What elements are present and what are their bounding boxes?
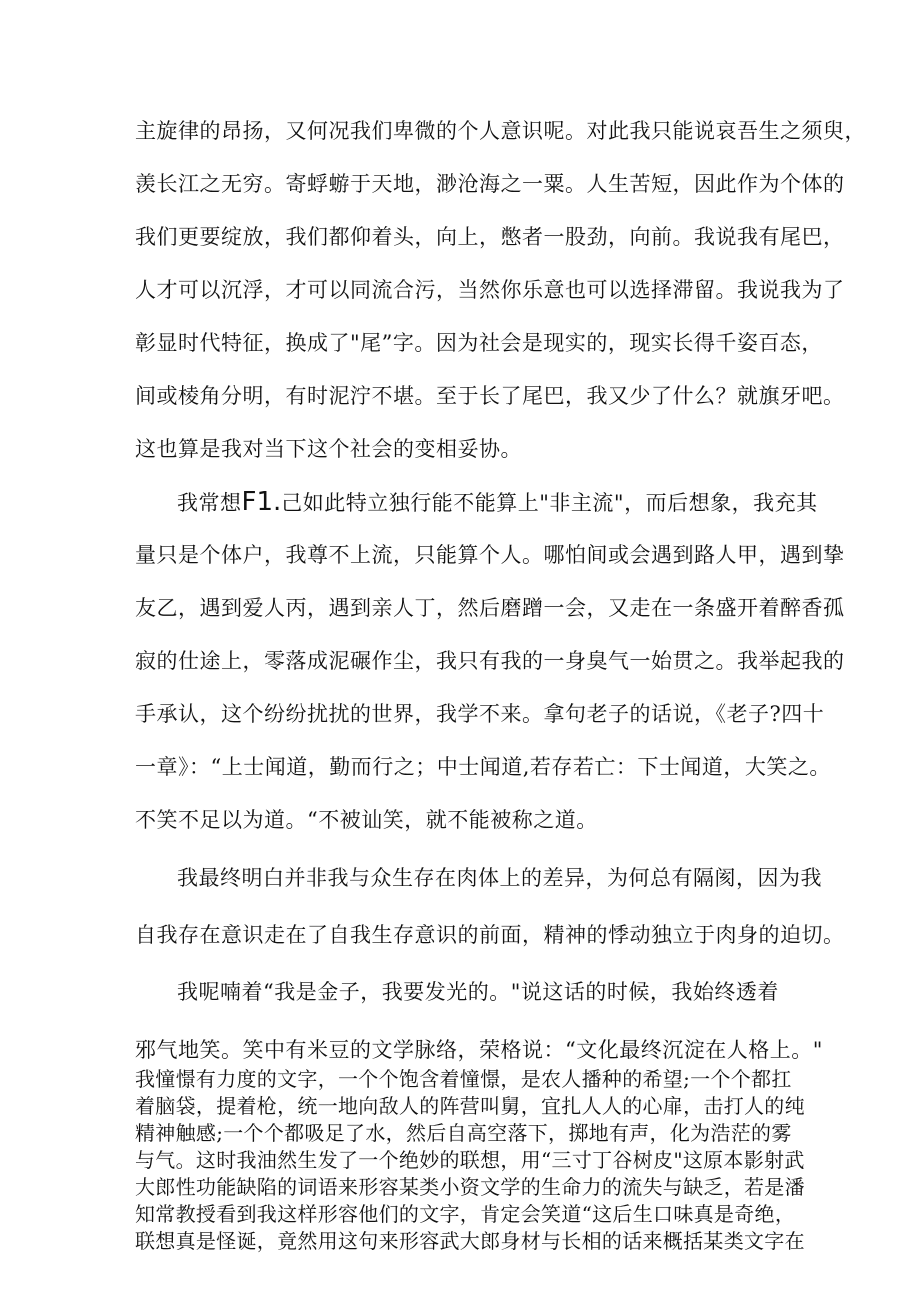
text-line: 自我存在意识走在了自我生存意识的前面，精神的悸动独立于肉身的迫切。 bbox=[135, 923, 845, 947]
text-line: 友乙，遇到爱人丙，遇到亲人丁，然后磨蹭一会，又走在一条盛开着醉香孤 bbox=[135, 596, 845, 620]
text-line: 主旋律的昂扬，又何况我们卑微的个人意识呢。对此我只能说哀吾生之须臾， bbox=[135, 119, 866, 143]
text-line: 知常教授看到我这样形容他们的文字，肯定会笑道“这后生口味真是奇绝， bbox=[135, 1202, 796, 1226]
text-line: 我们更要绽放，我们都仰着头，向上，憋者一股劲，向前。我说我有尾巴， bbox=[135, 225, 845, 249]
text-line: 邪气地笑。笑中有米豆的文学脉络，荣格说：“文化最终沉淀在人格上。" bbox=[135, 1038, 823, 1062]
text-line: 精神触感;一个个都吸足了水，然后自高空落下，掷地有声，化为浩茫的雾 bbox=[135, 1121, 792, 1145]
text-span: 我常想 bbox=[177, 491, 242, 515]
text-line: 着脑袋，提着枪，统一地向敌人的阵营叫舅，宜扎人人的心扉，击打人的纯 bbox=[135, 1094, 805, 1118]
text-line: 间或棱角分明，有时泥泞不堪。至于长了尾巴，我又少了什么？就旗牙吧。 bbox=[135, 384, 845, 408]
text-line: 一章》：“上士闻道，勤而行之；中士闻道,若存若亡：下士闻道，大笑之。 bbox=[135, 755, 831, 779]
paragraph-first-line bbox=[177, 488, 818, 517]
text-line: 人才可以沉浮，才可以同流合污，当然你乐意也可以选择滞留。我说我为了 bbox=[135, 278, 845, 302]
text-line: 我憧憬有力度的文字，一个个饱含着憧憬，是农人播种的希望;一个个都扛 bbox=[135, 1067, 792, 1091]
ocr-artifact-text: F1. bbox=[241, 487, 282, 517]
text-line: 量只是个体户，我尊不上流，只能算个人。哪怕间或会遇到路人甲，遇到挚 bbox=[135, 543, 845, 567]
text-line: 羡长江之无穷。寄蜉蝣于天地，渺沧海之一粟。人生苦短，因此作为个体的 bbox=[135, 172, 845, 196]
text-line: 联想真是怪诞，竟然用这句来形容武大郎身材与长相的话来概括某类文字在 bbox=[135, 1229, 805, 1253]
text-line: 大郎性功能缺陷的词语来形容某类小资文学的生命力的流失与缺乏，若是潘 bbox=[135, 1175, 805, 1199]
text-line: 手承认，这个纷纷扰扰的世界，我学不来。拿句老子的话说，《老子?四十 bbox=[135, 702, 825, 726]
paragraph-first-line: 我呢喃着“我是金子，我要发光的。"说这话的时候，我始终透着 bbox=[177, 980, 779, 1004]
text-line: 寂的仕途上，零落成泥碾作尘，我只有我的一身臭气一始贯之。我举起我的 bbox=[135, 649, 845, 673]
text-span: 己如此特立独行能不能算上"非主流"，而后想象，我充其 bbox=[281, 491, 818, 515]
paragraph-first-line: 我最终明白并非我与众生存在肉体上的差异，为何总有隔阂，因为我 bbox=[177, 866, 822, 890]
text-line: 彰显时代特征，换成了"尾”字。因为社会是现实的，现实长得千姿百态， bbox=[135, 331, 823, 355]
text-line: 不笑不足以为道。“不被讪笑，就不能被称之道。 bbox=[135, 808, 598, 832]
text-line: 与气。这时我油然生发了一个绝妙的联想，用“三寸丁谷树皮"这原本影射武 bbox=[135, 1148, 805, 1172]
text-line: 这也算是我对当下这个社会的变相妥协。 bbox=[135, 437, 522, 461]
